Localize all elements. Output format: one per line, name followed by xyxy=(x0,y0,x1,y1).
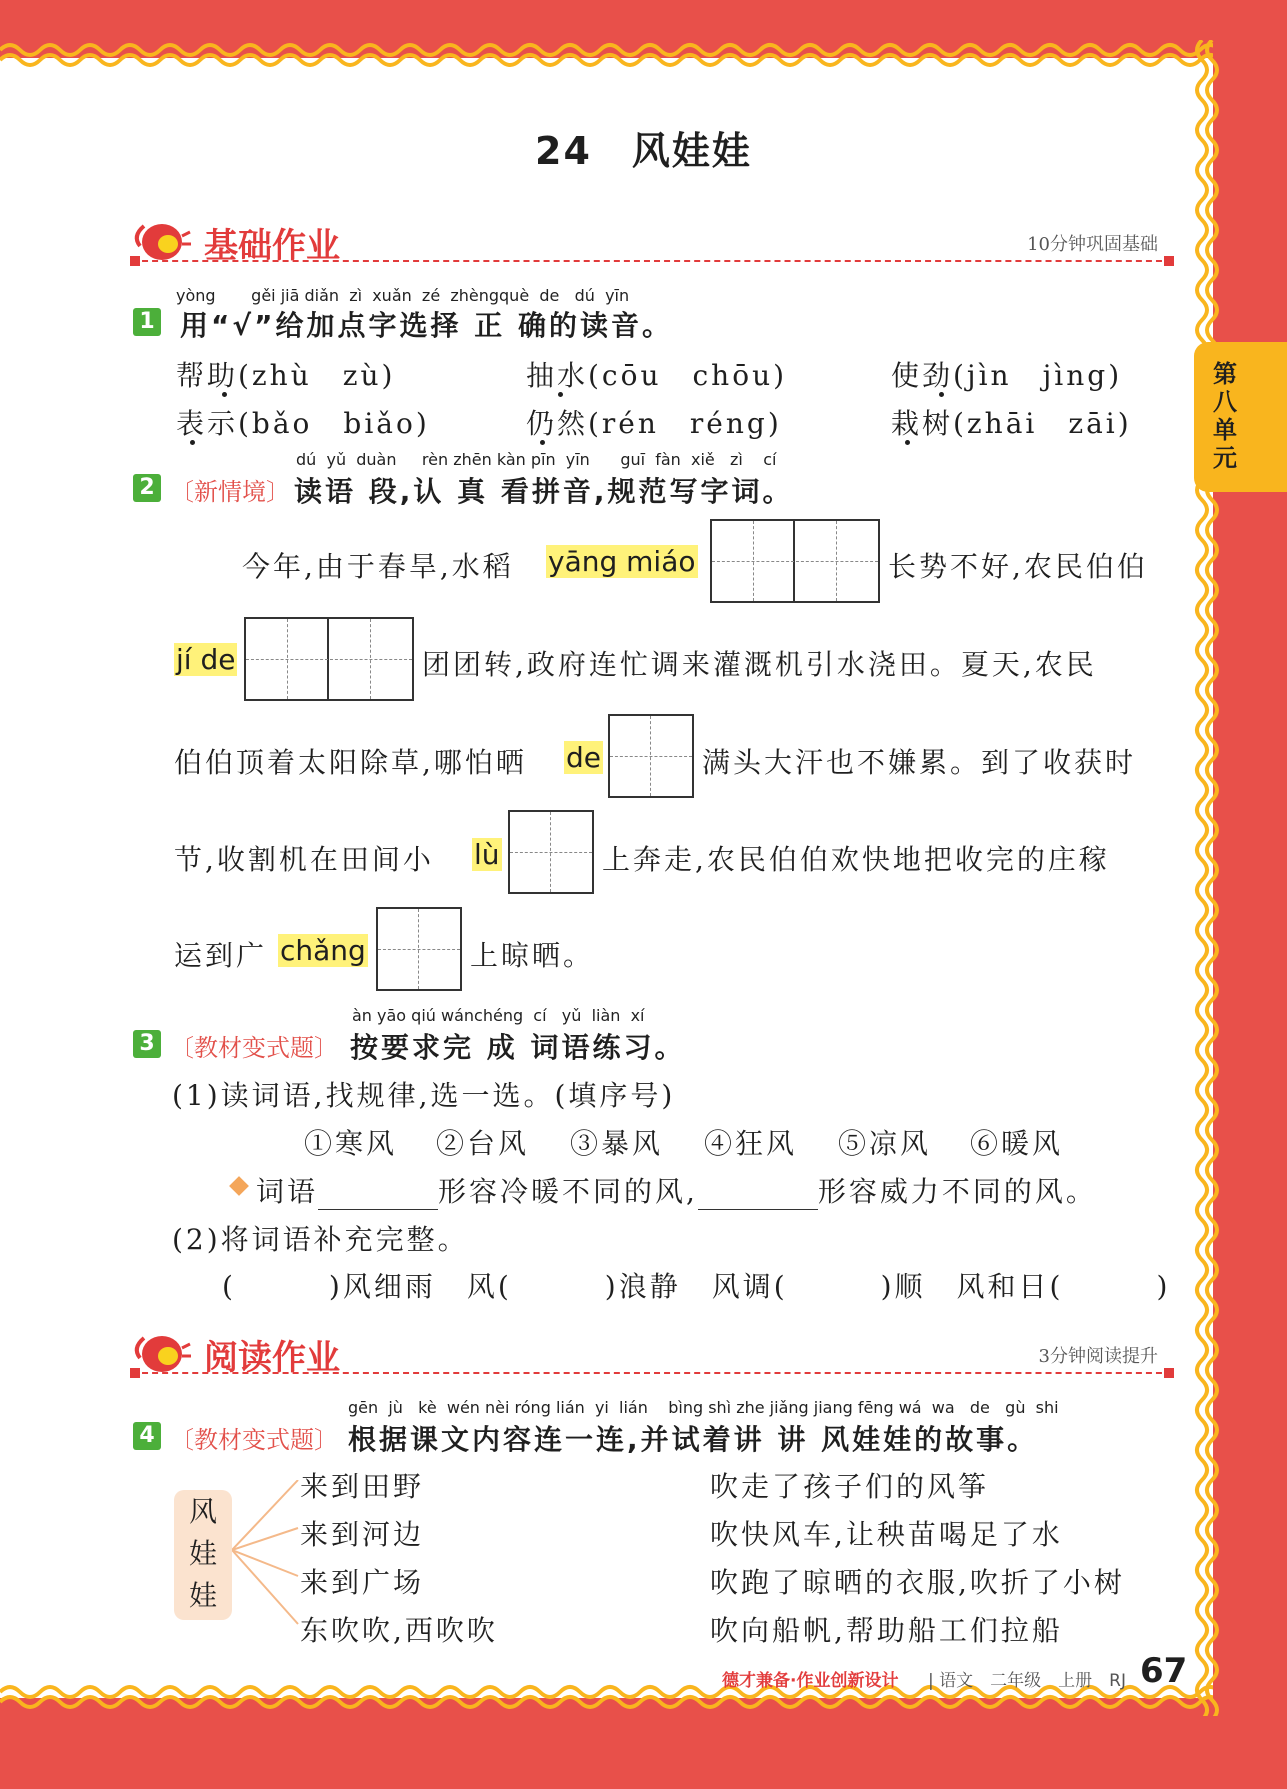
match-left-3[interactable]: 来到广场 xyxy=(300,1566,425,1599)
footer-book-info: | 语文 二年级 上册 RJ xyxy=(928,1671,1126,1691)
q1-item-4: 表示(bǎo biǎo) xyxy=(176,407,430,440)
pinyin-lu: lù xyxy=(474,838,500,871)
q1-item-2: 抽水(cōu chōu) xyxy=(526,359,788,392)
q2-pinyin: dú yǔ duàn rèn zhēn kàn pīn yīn guī fàn xiě zì cí xyxy=(296,450,777,469)
q3-option-2: ②台风 xyxy=(436,1127,530,1160)
q2-tag: 〔新情境〕 xyxy=(170,478,290,506)
q3-pinyin: àn yāo qiú wánchéng cí yǔ liàn xí xyxy=(352,1006,645,1025)
fengwawa-char-2: 娃 xyxy=(188,1537,217,1570)
q3-number: 3 xyxy=(133,1030,161,1058)
match-right-4[interactable]: 吹向船帆,帮助船工们拉船 xyxy=(710,1614,1063,1647)
pinyin-de: de xyxy=(566,741,601,774)
q3-option-3: ③暴风 xyxy=(570,1127,664,1160)
match-left-1[interactable]: 来到田野 xyxy=(300,1470,425,1503)
q3-idioms[interactable]: ( )风细雨 风( )浪静 风调( )顺 风和日( ) xyxy=(222,1270,1171,1303)
passage-line-5a: 运到广 xyxy=(174,939,268,972)
q3-option-4: ④狂风 xyxy=(704,1127,798,1160)
section-title-basic: 基础作业 xyxy=(204,226,340,266)
footer-brand: 德才兼备·作业创新设计 xyxy=(722,1671,899,1691)
write-box-chang[interactable] xyxy=(376,907,462,991)
passage-line-3a: 伯伯顶着太阳除草,哪怕晒 xyxy=(174,746,527,779)
emphasis-dot xyxy=(558,392,563,397)
unit-side-tab-label: 第八单元 xyxy=(1213,360,1237,472)
match-left-2[interactable]: 来到河边 xyxy=(300,1518,425,1551)
q2-number: 2 xyxy=(133,474,161,502)
emphasis-dot xyxy=(222,392,227,397)
q3-prompt: 按要求完 成 词语练习。 xyxy=(350,1031,686,1064)
q1-item-6: 栽树(zhāi zāi) xyxy=(891,407,1132,440)
q1-item-1: 帮助(zhù zù) xyxy=(176,359,396,392)
q3-part2: (2)将词语补充完整。 xyxy=(172,1223,469,1256)
q1-number: 1 xyxy=(133,308,161,336)
q3-tag: 〔教材变式题〕 xyxy=(170,1034,338,1062)
q3-part1: (1)读词语,找规律,选一选。(填序号) xyxy=(172,1079,676,1112)
q1-item-3: 使劲(jìn jìng) xyxy=(891,359,1123,392)
section-divider xyxy=(132,1372,1172,1374)
match-right-1[interactable]: 吹走了孩子们的风筝 xyxy=(710,1470,990,1503)
section-divider xyxy=(132,260,1172,262)
section-header-basic xyxy=(128,216,1168,264)
fill-blank-2[interactable] xyxy=(698,1181,818,1210)
passage-line-3b: 满头大汗也不嫌累。到了收获时 xyxy=(702,746,1137,779)
q1-pinyin: yòng gěi jiā diǎn zì xuǎn zé zhèngquè de dú yīn xyxy=(176,286,630,305)
passage-line-2b: 团团转,政府连忙调来灌溉机引水浇田。夏天,农民 xyxy=(422,648,1097,681)
match-left-4[interactable]: 东吹吹,西吹吹 xyxy=(300,1614,498,1647)
write-box-de[interactable] xyxy=(608,714,694,798)
passage-line-5b: 上晾晒。 xyxy=(470,939,595,972)
q4-prompt: 根据课文内容连一连,并试着讲 讲 风娃娃的故事。 xyxy=(348,1423,1039,1456)
passage-line-1b: 长势不好,农民伯伯 xyxy=(888,550,1148,583)
emphasis-dot xyxy=(540,440,545,445)
pinyin-yangmiao: yāng miáo xyxy=(548,545,696,578)
q3-fill-end: 形容威力不同的风。 xyxy=(817,1175,1097,1208)
q3-fill-sentence xyxy=(256,1170,1097,1210)
write-box-lu[interactable] xyxy=(508,810,594,894)
right-wave-border xyxy=(1190,40,1230,1716)
q1-prompt: 用“√”给加点字选择 正 确的读音。 xyxy=(180,309,673,342)
q3-option-5: ⑤凉风 xyxy=(838,1127,932,1160)
connector-lines xyxy=(232,1480,302,1640)
write-box-jide[interactable] xyxy=(244,617,414,701)
q4-pinyin: gēn jù kè wén nèi róng lián yi lián bìng shì zhe jiǎng jiang fēng wá wa de gù shi xyxy=(348,1398,1059,1417)
match-right-2[interactable]: 吹快风车,让秧苗喝足了水 xyxy=(710,1518,1063,1551)
section-note-reading: 3分钟阅读提升 xyxy=(1038,1346,1158,1367)
match-right-3[interactable]: 吹跑了晾晒的衣服,吹折了小树 xyxy=(710,1566,1125,1599)
passage-line-1a: 今年,由于春旱,水稻 xyxy=(242,550,514,583)
q4-number: 4 xyxy=(133,1422,161,1450)
fengwawa-char-3: 娃 xyxy=(188,1579,217,1612)
pinyin-jide: jí de xyxy=(176,643,236,676)
q3-fill-prefix: 词语 xyxy=(256,1175,319,1208)
q3-option-6: ⑥暖风 xyxy=(970,1127,1064,1160)
emphasis-dot xyxy=(190,440,195,445)
unit-side-tab xyxy=(1194,342,1287,492)
q3-option-1: ①寒风 xyxy=(304,1127,398,1160)
emphasis-dot xyxy=(939,392,944,397)
q2-prompt: 读语 段,认 真 看拼音,规范写字词。 xyxy=(294,475,794,508)
q3-fill-mid: 形容冷暖不同的风, xyxy=(438,1175,698,1208)
passage-line-4a: 节,收割机在田间小 xyxy=(174,843,434,876)
passage-line-4b: 上奔走,农民伯伯欢快地把收完的庄稼 xyxy=(602,843,1110,876)
fengwawa-box xyxy=(174,1490,232,1620)
fengwawa-char-1: 风 xyxy=(188,1495,217,1528)
fill-blank-1[interactable] xyxy=(318,1181,438,1210)
section-title-reading: 阅读作业 xyxy=(204,1338,340,1378)
pinyin-chang: chǎng xyxy=(280,934,366,967)
section-note-basic: 10分钟巩固基础 xyxy=(1027,234,1158,255)
page-number: 67 xyxy=(1140,1651,1188,1691)
lesson-title: 24 风娃娃 xyxy=(535,129,752,173)
q4-tag: 〔教材变式题〕 xyxy=(170,1426,338,1454)
section-header-reading xyxy=(128,1328,1168,1376)
top-wave-border xyxy=(0,38,1213,78)
emphasis-dot xyxy=(905,440,910,445)
write-box-yangmiao[interactable] xyxy=(710,519,880,603)
q1-item-5: 仍然(rén réng) xyxy=(526,407,782,440)
